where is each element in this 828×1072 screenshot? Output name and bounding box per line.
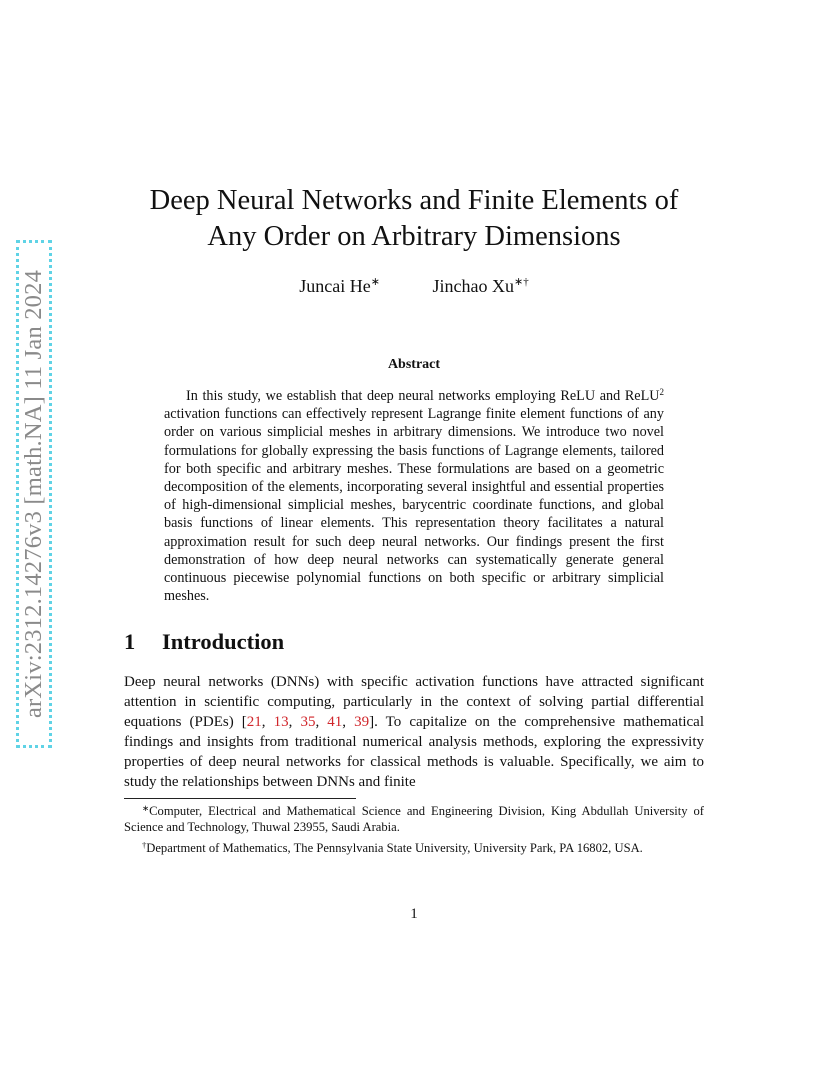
abstract-heading: Abstract xyxy=(387,357,441,372)
footnote-2 xyxy=(124,837,704,856)
section-title: Introduction xyxy=(162,629,285,654)
footnote-2-text: Department of Mathematics, The Pennsylvania State University, University Park, PA 16802, USA. xyxy=(146,840,643,855)
abstract-superscript: 2 xyxy=(659,387,664,397)
citation-link[interactable]: 13 xyxy=(273,714,289,730)
author-2-name: Jinchao Xu xyxy=(432,276,514,296)
citation-link[interactable]: 39 xyxy=(354,714,370,730)
author-1 xyxy=(299,275,380,297)
footnote-divider xyxy=(124,798,356,799)
footnote-1 xyxy=(124,800,704,836)
paper-title xyxy=(100,183,728,255)
author-2 xyxy=(433,275,529,297)
title-line-1: Deep Neural Networks and Finite Elements of xyxy=(149,185,679,216)
abstract-body xyxy=(164,383,664,605)
citation-link[interactable]: 35 xyxy=(300,714,316,730)
footnote-1-text: Computer, Electrical and Mathematical Science and Engineering Division, King Abdullah University of Science and Technology, Thuwal 23955, Saudi Arabia. xyxy=(124,804,704,835)
intro-text-b: ]. To capitalize on the comprehensive mathematical findings and insights from traditional numerical analysis methods, exploring the expressivity properties of deep neural networks for classical methods is valuable. Specifically, we aim to study the relationships between DNNs and finite xyxy=(124,714,705,790)
citation-link[interactable]: 21 xyxy=(246,714,262,730)
page-number: 1 xyxy=(410,906,418,922)
intro-text-a: Deep neural networks (DNNs) with specific activation functions have attracted significant attention in scientific computing, particularly in the context of solving partial differential equations (PDEs) [ xyxy=(124,674,704,730)
section-number: 1 xyxy=(124,629,136,654)
citation-link[interactable]: 41 xyxy=(327,714,343,730)
footnote-2-mark: † xyxy=(142,839,147,850)
intro-paragraph: Deep neural networks (DNNs) with specific activation functions have attracted significant attention in scientific computing, particularly in the context of solving partial differential equations (PDEs) [21, 13, 35, 41, 39]. To capitalize on the comprehensive mathematical findings and insights from traditional numerical analysis methods, exploring the expressivity properties of deep neural networks for classical methods is valuable. Specifically, we aim to study the relationships between DNNs and finite xyxy=(124,674,705,790)
author-list xyxy=(0,275,828,297)
arxiv-identifier[interactable]: arXiv:2312.14276v3 [math.NA] 11 Jan 2024 xyxy=(20,269,47,719)
abstract-text-a: In this study, we establish that deep neural networks employing ReLU and ReLU xyxy=(186,388,660,404)
author-2-mark[interactable]: ∗† xyxy=(513,276,529,288)
title-line-2: Any Order on Arbitrary Dimensions xyxy=(207,221,621,252)
abstract-text-b: activation functions can effectively represent Lagrange finite element functions of any order on various simplicial meshes in arbitrary dimensions. We introduce two novel formulations for globally expressing the basis functions of Lagrange elements, tailored for both specific and arbitrary meshes. These formulations are based on a geometric decomposition of the elements, incorporating several insightful and essential properties of high-dimensional simplicial meshes, barycentric coordinate functions, and global basis functions of linear elements. This representation theory facilitates a natural approximation result for such deep neural networks. Our findings present the first demonstration of how deep neural networks can systematically generate general continuous piecewise polynomial functions on both specific or arbitrary simplicial meshes. xyxy=(164,406,664,605)
footnotes xyxy=(124,800,704,857)
author-1-name: Juncai He xyxy=(299,276,371,296)
section-heading xyxy=(124,629,284,655)
footnote-1-mark: ∗ xyxy=(142,803,150,813)
author-1-mark[interactable]: ∗ xyxy=(370,276,380,288)
